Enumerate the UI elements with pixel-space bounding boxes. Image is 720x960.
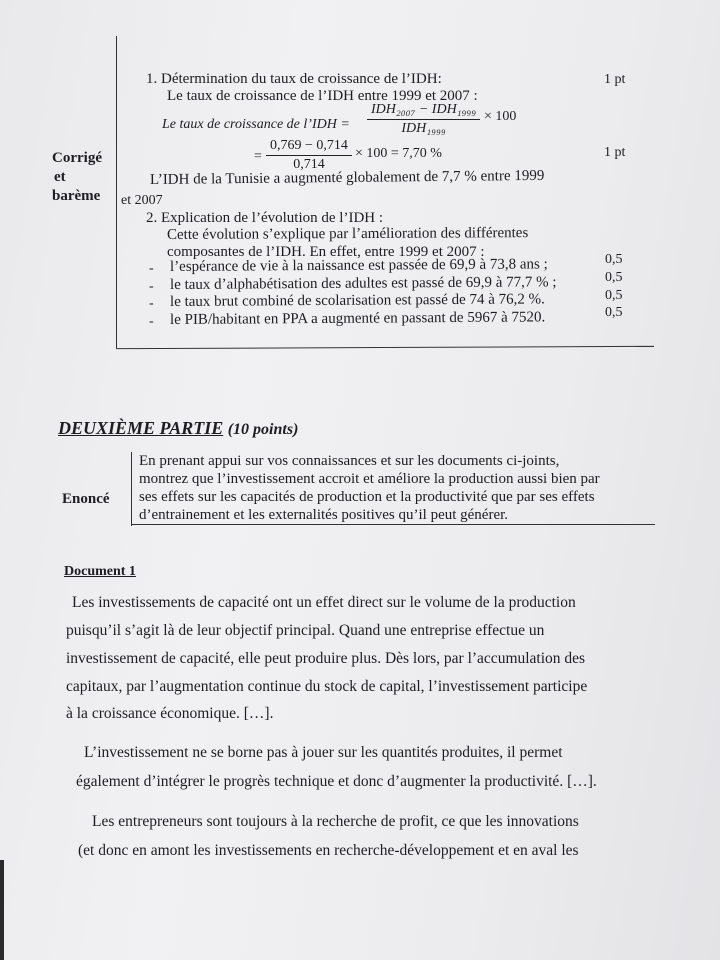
calc-equals: = [254, 149, 262, 164]
enonce-line-3: ses effets sur les capacités de production et la productivité que par ses effets [139, 489, 595, 505]
enonce-line-1: En prenant appui sur vos connaissances et sur les documents ci-joints, [139, 453, 560, 469]
bullet-1: l’espérance de vie à la naissance est passée de 69,9 à 73,8 ans ; [169, 256, 548, 275]
bullet-3: le taux brut combiné de scolarisation est passé de 74 à 76,2 %. [169, 291, 545, 310]
formula-denominator: IDH₁₉₉₉ [401, 121, 446, 136]
points-item1: 1 pt [604, 72, 626, 87]
corrige-box-bottom-border [116, 346, 654, 349]
formula-numerator: IDH₂₀₀₇ − IDH₁₉₉₉ [367, 102, 480, 120]
enonce-line-4: d’entrainement et les externalités positives qu’il peut générer. [139, 507, 509, 523]
doc1-p3-line-1: Les entrepreneurs sont toujours à la recherche de profit, ce que les innovations [92, 813, 579, 830]
document1-title: Document 1 [64, 564, 136, 579]
part2-points: (10 points) [227, 421, 299, 438]
enonce-box-left-border [131, 452, 132, 526]
doc1-p1-line-1: Les investissements de capacité ont un effet direct sur le volume de la production [72, 594, 576, 611]
calc-denominator: 0,714 [293, 157, 325, 172]
bullet-dash-1: - [149, 261, 154, 276]
corrige-label-3: barème [52, 188, 101, 204]
corrige-box-left-border [116, 36, 117, 348]
part2-title: DEUXIÈME PARTIE [58, 418, 224, 438]
bullet-2: le taux d’alphabétisation des adultes est passé de 69,9 à 77,7 % ; [169, 274, 557, 293]
enonce-box-bottom-border [131, 524, 655, 525]
enonce-line-2: montrez que l’investissement accroit et améliore la production aussi bien par [139, 471, 600, 487]
item2-title: 2. Explication de l’évolution de l’IDH : [146, 210, 384, 226]
item2-line2: Cette évolution s’explique par l’amélioration des différentes [166, 225, 529, 243]
formula-lhs: Le taux de croissance de l’IDH = [162, 117, 350, 132]
conclusion-line1: L’IDH de la Tunisie a augmenté globalement de 7,7 % entre 1999 [149, 167, 545, 188]
conclusion-line2: et 2007 [121, 193, 163, 208]
points-bullet-2: 0,5 [605, 270, 623, 285]
doc1-p1-line-2: puisqu’il s’agit là de leur objectif principal. Quand une entreprise effectue un [66, 622, 545, 639]
part2-heading [58, 418, 298, 439]
item1-line2: Le taux de croissance de l’IDH entre 1999 et 2007 : [167, 88, 478, 104]
formula-fraction [367, 102, 480, 137]
bullet-4: le PIB/habitant en PPA a augmenté en passant de 5967 à 7520. [169, 309, 546, 328]
calc-result: × 100 = 7,70 % [355, 146, 442, 161]
bullet-dash-4: - [149, 314, 154, 329]
points-bullet-3: 0,5 [605, 288, 623, 303]
doc1-p3-line-2: (et donc en amont les investissements en recherche-développement et en aval les [78, 842, 579, 859]
doc1-p1-line-4: capitaux, par l’augmentation continue du stock de capital, l’investissement participe [66, 678, 588, 695]
calc-fraction [266, 138, 352, 173]
item1-title: 1. Détermination du taux de croissance de l’IDH: [146, 71, 442, 87]
corrige-label-2: et [54, 169, 66, 185]
enonce-label: Enoncé [62, 491, 110, 507]
bullet-dash-3: - [149, 296, 154, 311]
item2-line3: composantes de l’IDH. En effet, entre 1999 et 2007 : [167, 244, 485, 260]
doc1-p1-line-3: investissement de capacité, elle peut produire plus. Dès lors, par l’accumulation des [66, 650, 586, 667]
formula-times: × 100 [484, 109, 517, 124]
points-bullet-1: 0,5 [605, 252, 623, 267]
calc-numerator: 0,769 − 0,714 [266, 138, 352, 156]
doc1-p1-line-5: à la croissance économique. […]. [66, 705, 274, 722]
doc1-p2-line-1: L’investissement ne se borne pas à jouer sur les quantités produites, il permet [84, 744, 563, 761]
doc1-p2-line-2: également d’intégrer le progrès technique et donc d’augmenter la productivité. […]. [76, 773, 597, 790]
points-bullet-4: 0,5 [605, 305, 623, 320]
bullet-dash-2: - [149, 279, 154, 294]
points-calc: 1 pt [604, 145, 626, 160]
corrige-label-1: Corrigé [52, 150, 102, 166]
page-edge-shadow [0, 860, 4, 960]
